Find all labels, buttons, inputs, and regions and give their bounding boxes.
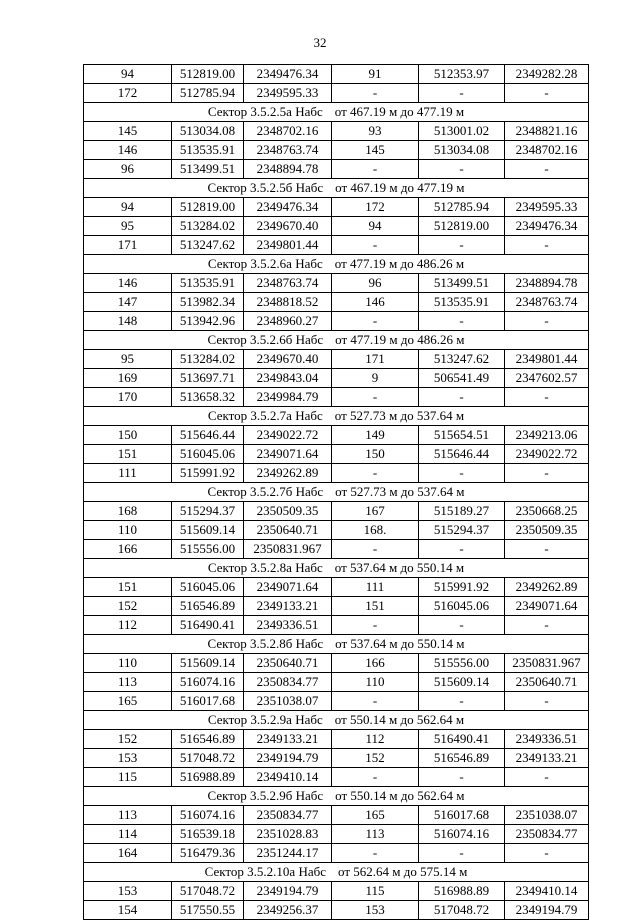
sector-header-row bbox=[84, 179, 589, 198]
adjacent-point-y: - bbox=[505, 236, 589, 255]
sector-name: Сектор 3.5.2.5б Набс bbox=[207, 180, 324, 195]
adjacent-point-x: 516988.89 bbox=[419, 882, 505, 901]
table-row bbox=[84, 141, 589, 160]
point-number: 110 bbox=[84, 654, 172, 673]
adjacent-point-number: 93 bbox=[332, 122, 419, 141]
point-number: 153 bbox=[84, 749, 172, 768]
adjacent-point-x: - bbox=[419, 844, 505, 863]
adjacent-point-number: 111 bbox=[332, 578, 419, 597]
adjacent-point-x: 512819.00 bbox=[419, 217, 505, 236]
sector-name: Сектор 3.5.2.7а Набс bbox=[207, 408, 323, 423]
point-y: 2349476.34 bbox=[244, 65, 332, 84]
table-row bbox=[84, 749, 589, 768]
point-x: 515294.37 bbox=[172, 502, 244, 521]
point-number: 113 bbox=[84, 806, 172, 825]
table-row bbox=[84, 502, 589, 521]
point-number: 152 bbox=[84, 597, 172, 616]
adjacent-point-y: 2349213.06 bbox=[505, 426, 589, 445]
adjacent-point-x: 515556.00 bbox=[419, 654, 505, 673]
table-row bbox=[84, 844, 589, 863]
adjacent-point-number: 166 bbox=[332, 654, 419, 673]
point-y: 2349595.33 bbox=[244, 84, 332, 103]
point-y: 2349133.21 bbox=[244, 730, 332, 749]
adjacent-point-y: 2348702.16 bbox=[505, 141, 589, 160]
adjacent-point-x: 513499.51 bbox=[419, 274, 505, 293]
adjacent-point-y: 2350668.25 bbox=[505, 502, 589, 521]
point-x: 516479.36 bbox=[172, 844, 244, 863]
sector-header-row bbox=[84, 483, 589, 502]
adjacent-point-number: 153 bbox=[332, 901, 419, 920]
table-row bbox=[84, 521, 589, 540]
point-number: 150 bbox=[84, 426, 172, 445]
adjacent-point-number: 9 bbox=[332, 369, 419, 388]
point-x: 517048.72 bbox=[172, 749, 244, 768]
table-row bbox=[84, 673, 589, 692]
table-row bbox=[84, 692, 589, 711]
adjacent-point-number: - bbox=[332, 540, 419, 559]
adjacent-point-number: - bbox=[332, 692, 419, 711]
point-number: 168 bbox=[84, 502, 172, 521]
point-x: 516017.68 bbox=[172, 692, 244, 711]
sector-name: Сектор 3.5.2.9а Набс bbox=[207, 712, 323, 727]
sector-header-row bbox=[84, 255, 589, 274]
adjacent-point-y: 2350831.967 bbox=[505, 654, 589, 673]
point-number: 113 bbox=[84, 673, 172, 692]
table-row bbox=[84, 293, 589, 312]
sector-range: от 467.19 м до 477.19 м bbox=[334, 104, 465, 119]
adjacent-point-x: 516017.68 bbox=[419, 806, 505, 825]
table-row bbox=[84, 464, 589, 483]
table-row bbox=[84, 160, 589, 179]
point-number: 96 bbox=[84, 160, 172, 179]
point-y: 2349843.04 bbox=[244, 369, 332, 388]
adjacent-point-number: - bbox=[332, 160, 419, 179]
adjacent-point-x: 513034.08 bbox=[419, 141, 505, 160]
sector-header-row bbox=[84, 407, 589, 426]
point-x: 513284.02 bbox=[172, 350, 244, 369]
point-x: 516546.89 bbox=[172, 597, 244, 616]
table-row bbox=[84, 350, 589, 369]
adjacent-point-number: 171 bbox=[332, 350, 419, 369]
point-x: 512819.00 bbox=[172, 198, 244, 217]
adjacent-point-number: 167 bbox=[332, 502, 419, 521]
sector-header-row bbox=[84, 559, 589, 578]
sector-header-row bbox=[84, 863, 589, 882]
adjacent-point-number: 112 bbox=[332, 730, 419, 749]
point-y: 2348894.78 bbox=[244, 160, 332, 179]
point-number: 95 bbox=[84, 217, 172, 236]
point-y: 2349022.72 bbox=[244, 426, 332, 445]
adjacent-point-y: 2349410.14 bbox=[505, 882, 589, 901]
adjacent-point-x: 515654.51 bbox=[419, 426, 505, 445]
adjacent-point-y: 2349071.64 bbox=[505, 597, 589, 616]
adjacent-point-x: 513247.62 bbox=[419, 350, 505, 369]
point-x: 515609.14 bbox=[172, 521, 244, 540]
adjacent-point-number: 165 bbox=[332, 806, 419, 825]
adjacent-point-x: 516490.41 bbox=[419, 730, 505, 749]
sector-header-row bbox=[84, 635, 589, 654]
sector-header bbox=[84, 711, 589, 730]
table-row bbox=[84, 65, 589, 84]
point-number: 110 bbox=[84, 521, 172, 540]
point-x: 515991.92 bbox=[172, 464, 244, 483]
adjacent-point-number: - bbox=[332, 84, 419, 103]
adjacent-point-y: 2349595.33 bbox=[505, 198, 589, 217]
point-number: 114 bbox=[84, 825, 172, 844]
point-x: 515556.00 bbox=[172, 540, 244, 559]
adjacent-point-number: - bbox=[332, 236, 419, 255]
table-row bbox=[84, 578, 589, 597]
point-x: 516074.16 bbox=[172, 673, 244, 692]
sector-range: от 550.14 м до 562.64 м bbox=[334, 712, 465, 727]
sector-name: Сектор 3.5.2.8а Набс bbox=[207, 560, 323, 575]
adjacent-point-y: 2349194.79 bbox=[505, 901, 589, 920]
point-y: 2348818.52 bbox=[244, 293, 332, 312]
sector-name: Сектор 3.5.2.8б Набс bbox=[207, 636, 324, 651]
sector-range: от 537.64 м до 550.14 м bbox=[335, 636, 465, 651]
adjacent-point-x: 516045.06 bbox=[419, 597, 505, 616]
adjacent-point-x: - bbox=[419, 160, 505, 179]
point-y: 2348960.27 bbox=[244, 312, 332, 331]
point-x: 516045.06 bbox=[172, 578, 244, 597]
point-number: 147 bbox=[84, 293, 172, 312]
table-row bbox=[84, 768, 589, 787]
adjacent-point-x: 512785.94 bbox=[419, 198, 505, 217]
sector-header bbox=[84, 103, 589, 122]
point-y: 2349670.40 bbox=[244, 350, 332, 369]
point-number: 151 bbox=[84, 578, 172, 597]
point-x: 516490.41 bbox=[172, 616, 244, 635]
adjacent-point-x: 515991.92 bbox=[419, 578, 505, 597]
sector-header bbox=[84, 331, 589, 350]
point-y: 2349071.64 bbox=[244, 578, 332, 597]
adjacent-point-number: 172 bbox=[332, 198, 419, 217]
point-y: 2348763.74 bbox=[244, 141, 332, 160]
adjacent-point-y: 2349801.44 bbox=[505, 350, 589, 369]
sector-range: от 477.19 м до 486.26 м bbox=[335, 332, 465, 347]
adjacent-point-y: 2349282.28 bbox=[505, 65, 589, 84]
table-row bbox=[84, 882, 589, 901]
point-x: 513942.96 bbox=[172, 312, 244, 331]
point-x: 517048.72 bbox=[172, 882, 244, 901]
page-number: 32 bbox=[313, 35, 327, 50]
point-number: 151 bbox=[84, 445, 172, 464]
point-y: 2350834.77 bbox=[244, 673, 332, 692]
adjacent-point-y: - bbox=[505, 160, 589, 179]
point-y: 2350640.71 bbox=[244, 521, 332, 540]
adjacent-point-y: 2349133.21 bbox=[505, 749, 589, 768]
point-x: 513499.51 bbox=[172, 160, 244, 179]
table-row bbox=[84, 901, 589, 920]
table-row bbox=[84, 84, 589, 103]
point-x: 512819.00 bbox=[172, 65, 244, 84]
point-number: 170 bbox=[84, 388, 172, 407]
table-row bbox=[84, 312, 589, 331]
table-row bbox=[84, 369, 589, 388]
adjacent-point-x: - bbox=[419, 692, 505, 711]
adjacent-point-number: 94 bbox=[332, 217, 419, 236]
sector-header bbox=[84, 483, 589, 502]
adjacent-point-number: - bbox=[332, 388, 419, 407]
adjacent-point-x: 512353.97 bbox=[419, 65, 505, 84]
adjacent-point-number: 113 bbox=[332, 825, 419, 844]
table-row bbox=[84, 217, 589, 236]
adjacent-point-y: - bbox=[505, 540, 589, 559]
point-y: 2351038.07 bbox=[244, 692, 332, 711]
adjacent-point-y: - bbox=[505, 464, 589, 483]
sector-header bbox=[84, 407, 589, 426]
adjacent-point-y: 2350640.71 bbox=[505, 673, 589, 692]
adjacent-point-number: - bbox=[332, 768, 419, 787]
table-row bbox=[84, 730, 589, 749]
adjacent-point-number: 146 bbox=[332, 293, 419, 312]
adjacent-point-number: 150 bbox=[332, 445, 419, 464]
point-x: 513535.91 bbox=[172, 274, 244, 293]
adjacent-point-y: 2349336.51 bbox=[505, 730, 589, 749]
point-x: 513284.02 bbox=[172, 217, 244, 236]
point-number: 115 bbox=[84, 768, 172, 787]
point-x: 515609.14 bbox=[172, 654, 244, 673]
adjacent-point-number: - bbox=[332, 312, 419, 331]
adjacent-point-x: 515646.44 bbox=[419, 445, 505, 464]
sector-header bbox=[84, 559, 589, 578]
sector-range: от 537.64 м до 550.14 м bbox=[334, 560, 465, 575]
adjacent-point-y: 2348821.16 bbox=[505, 122, 589, 141]
point-number: 169 bbox=[84, 369, 172, 388]
table-row bbox=[84, 198, 589, 217]
point-number: 171 bbox=[84, 236, 172, 255]
sector-range: от 550.14 м до 562.64 м bbox=[335, 788, 465, 803]
sector-range: от 467.19 м до 477.19 м bbox=[335, 180, 465, 195]
point-number: 166 bbox=[84, 540, 172, 559]
adjacent-point-number: 152 bbox=[332, 749, 419, 768]
adjacent-point-x: 515294.37 bbox=[419, 521, 505, 540]
adjacent-point-y: 2349262.89 bbox=[505, 578, 589, 597]
point-number: 145 bbox=[84, 122, 172, 141]
sector-header bbox=[84, 255, 589, 274]
table-row bbox=[84, 388, 589, 407]
adjacent-point-y: - bbox=[505, 388, 589, 407]
point-number: 153 bbox=[84, 882, 172, 901]
adjacent-point-x: - bbox=[419, 236, 505, 255]
table-row bbox=[84, 274, 589, 293]
point-y: 2349262.89 bbox=[244, 464, 332, 483]
point-number: 165 bbox=[84, 692, 172, 711]
adjacent-point-x: 516546.89 bbox=[419, 749, 505, 768]
adjacent-point-y: - bbox=[505, 616, 589, 635]
point-number: 111 bbox=[84, 464, 172, 483]
adjacent-point-y: 2348763.74 bbox=[505, 293, 589, 312]
table-row bbox=[84, 445, 589, 464]
adjacent-point-y: - bbox=[505, 84, 589, 103]
table-row bbox=[84, 540, 589, 559]
adjacent-point-number: 168. bbox=[332, 521, 419, 540]
point-y: 2351028.83 bbox=[244, 825, 332, 844]
point-y: 2349071.64 bbox=[244, 445, 332, 464]
point-x: 513535.91 bbox=[172, 141, 244, 160]
sector-header-row bbox=[84, 331, 589, 350]
point-y: 2350834.77 bbox=[244, 806, 332, 825]
point-x: 512785.94 bbox=[172, 84, 244, 103]
point-number: 146 bbox=[84, 274, 172, 293]
point-x: 513034.08 bbox=[172, 122, 244, 141]
point-number: 95 bbox=[84, 350, 172, 369]
table-row bbox=[84, 236, 589, 255]
coordinates-table bbox=[83, 64, 589, 920]
adjacent-point-x: - bbox=[419, 312, 505, 331]
adjacent-point-number: 151 bbox=[332, 597, 419, 616]
point-x: 515646.44 bbox=[172, 426, 244, 445]
coordinates-table-body bbox=[84, 65, 589, 920]
adjacent-point-y: 2350509.35 bbox=[505, 521, 589, 540]
point-x: 516546.89 bbox=[172, 730, 244, 749]
point-x: 513658.32 bbox=[172, 388, 244, 407]
point-number: 172 bbox=[84, 84, 172, 103]
point-y: 2348702.16 bbox=[244, 122, 332, 141]
point-number: 94 bbox=[84, 65, 172, 84]
table-row bbox=[84, 654, 589, 673]
sector-header bbox=[84, 179, 589, 198]
adjacent-point-number: 115 bbox=[332, 882, 419, 901]
table-row bbox=[84, 825, 589, 844]
point-y: 2349801.44 bbox=[244, 236, 332, 255]
adjacent-point-x: - bbox=[419, 768, 505, 787]
point-y: 2351244.17 bbox=[244, 844, 332, 863]
sector-header-row bbox=[84, 103, 589, 122]
point-x: 513247.62 bbox=[172, 236, 244, 255]
point-x: 513697.71 bbox=[172, 369, 244, 388]
point-y: 2349133.21 bbox=[244, 597, 332, 616]
point-y: 2350509.35 bbox=[244, 502, 332, 521]
adjacent-point-y: 2351038.07 bbox=[505, 806, 589, 825]
adjacent-point-number: - bbox=[332, 464, 419, 483]
adjacent-point-y: 2347602.57 bbox=[505, 369, 589, 388]
adjacent-point-y: 2348894.78 bbox=[505, 274, 589, 293]
sector-header bbox=[84, 635, 589, 654]
sector-name: Сектор 3.5.2.9б Набс bbox=[207, 788, 324, 803]
adjacent-point-x: 506541.49 bbox=[419, 369, 505, 388]
sector-name: Сектор 3.5.2.7б Набс bbox=[207, 484, 324, 499]
adjacent-point-y: - bbox=[505, 692, 589, 711]
table-row bbox=[84, 806, 589, 825]
point-x: 516074.16 bbox=[172, 806, 244, 825]
adjacent-point-x: 513001.02 bbox=[419, 122, 505, 141]
adjacent-point-y: - bbox=[505, 768, 589, 787]
point-number: 112 bbox=[84, 616, 172, 635]
adjacent-point-number: 110 bbox=[332, 673, 419, 692]
sector-header-row bbox=[84, 787, 589, 806]
point-y: 2349194.79 bbox=[244, 882, 332, 901]
adjacent-point-x: - bbox=[419, 464, 505, 483]
adjacent-point-number: - bbox=[332, 844, 419, 863]
sector-name: Сектор 3.5.2.6б Набс bbox=[207, 332, 324, 347]
adjacent-point-x: - bbox=[419, 388, 505, 407]
adjacent-point-number: 96 bbox=[332, 274, 419, 293]
point-number: 94 bbox=[84, 198, 172, 217]
table-row bbox=[84, 616, 589, 635]
adjacent-point-number: - bbox=[332, 616, 419, 635]
point-y: 2349476.34 bbox=[244, 198, 332, 217]
sector-header-row bbox=[84, 711, 589, 730]
sector-header bbox=[84, 787, 589, 806]
table-row bbox=[84, 122, 589, 141]
sector-range: от 477.19 м до 486.26 м bbox=[334, 256, 465, 271]
point-y: 2348763.74 bbox=[244, 274, 332, 293]
adjacent-point-x: 513535.91 bbox=[419, 293, 505, 312]
sector-name: Сектор 3.5.2.10а Набс bbox=[204, 864, 326, 879]
point-number: 154 bbox=[84, 901, 172, 920]
sector-name: Сектор 3.5.2.5а Набс bbox=[207, 104, 323, 119]
adjacent-point-x: 515189.27 bbox=[419, 502, 505, 521]
point-y: 2350640.71 bbox=[244, 654, 332, 673]
point-x: 517550.55 bbox=[172, 901, 244, 920]
point-x: 513982.34 bbox=[172, 293, 244, 312]
adjacent-point-x: 516074.16 bbox=[419, 825, 505, 844]
adjacent-point-y: 2350834.77 bbox=[505, 825, 589, 844]
sector-range: от 562.64 м до 575.14 м bbox=[338, 864, 468, 879]
point-number: 148 bbox=[84, 312, 172, 331]
adjacent-point-number: 149 bbox=[332, 426, 419, 445]
adjacent-point-x: 517048.72 bbox=[419, 901, 505, 920]
adjacent-point-y: - bbox=[505, 312, 589, 331]
adjacent-point-number: 91 bbox=[332, 65, 419, 84]
sector-name: Сектор 3.5.2.6а Набс bbox=[207, 256, 323, 271]
point-number: 164 bbox=[84, 844, 172, 863]
adjacent-point-x: - bbox=[419, 540, 505, 559]
point-y: 2349410.14 bbox=[244, 768, 332, 787]
point-y: 2349336.51 bbox=[244, 616, 332, 635]
point-y: 2350831.967 bbox=[244, 540, 332, 559]
adjacent-point-x: - bbox=[419, 84, 505, 103]
adjacent-point-y: - bbox=[505, 844, 589, 863]
adjacent-point-number: 145 bbox=[332, 141, 419, 160]
adjacent-point-x: 515609.14 bbox=[419, 673, 505, 692]
point-number: 146 bbox=[84, 141, 172, 160]
point-y: 2349670.40 bbox=[244, 217, 332, 236]
point-x: 516539.18 bbox=[172, 825, 244, 844]
table-row bbox=[84, 426, 589, 445]
point-x: 516045.06 bbox=[172, 445, 244, 464]
sector-range: от 527.73 м до 537.64 м bbox=[335, 484, 465, 499]
adjacent-point-x: - bbox=[419, 616, 505, 635]
point-x: 516988.89 bbox=[172, 768, 244, 787]
adjacent-point-y: 2349476.34 bbox=[505, 217, 589, 236]
adjacent-point-y: 2349022.72 bbox=[505, 445, 589, 464]
point-number: 152 bbox=[84, 730, 172, 749]
point-y: 2349194.79 bbox=[244, 749, 332, 768]
table-row bbox=[84, 597, 589, 616]
sector-range: от 527.73 м до 537.64 м bbox=[334, 408, 465, 423]
point-y: 2349984.79 bbox=[244, 388, 332, 407]
sector-header bbox=[84, 863, 589, 882]
point-y: 2349256.37 bbox=[244, 901, 332, 920]
